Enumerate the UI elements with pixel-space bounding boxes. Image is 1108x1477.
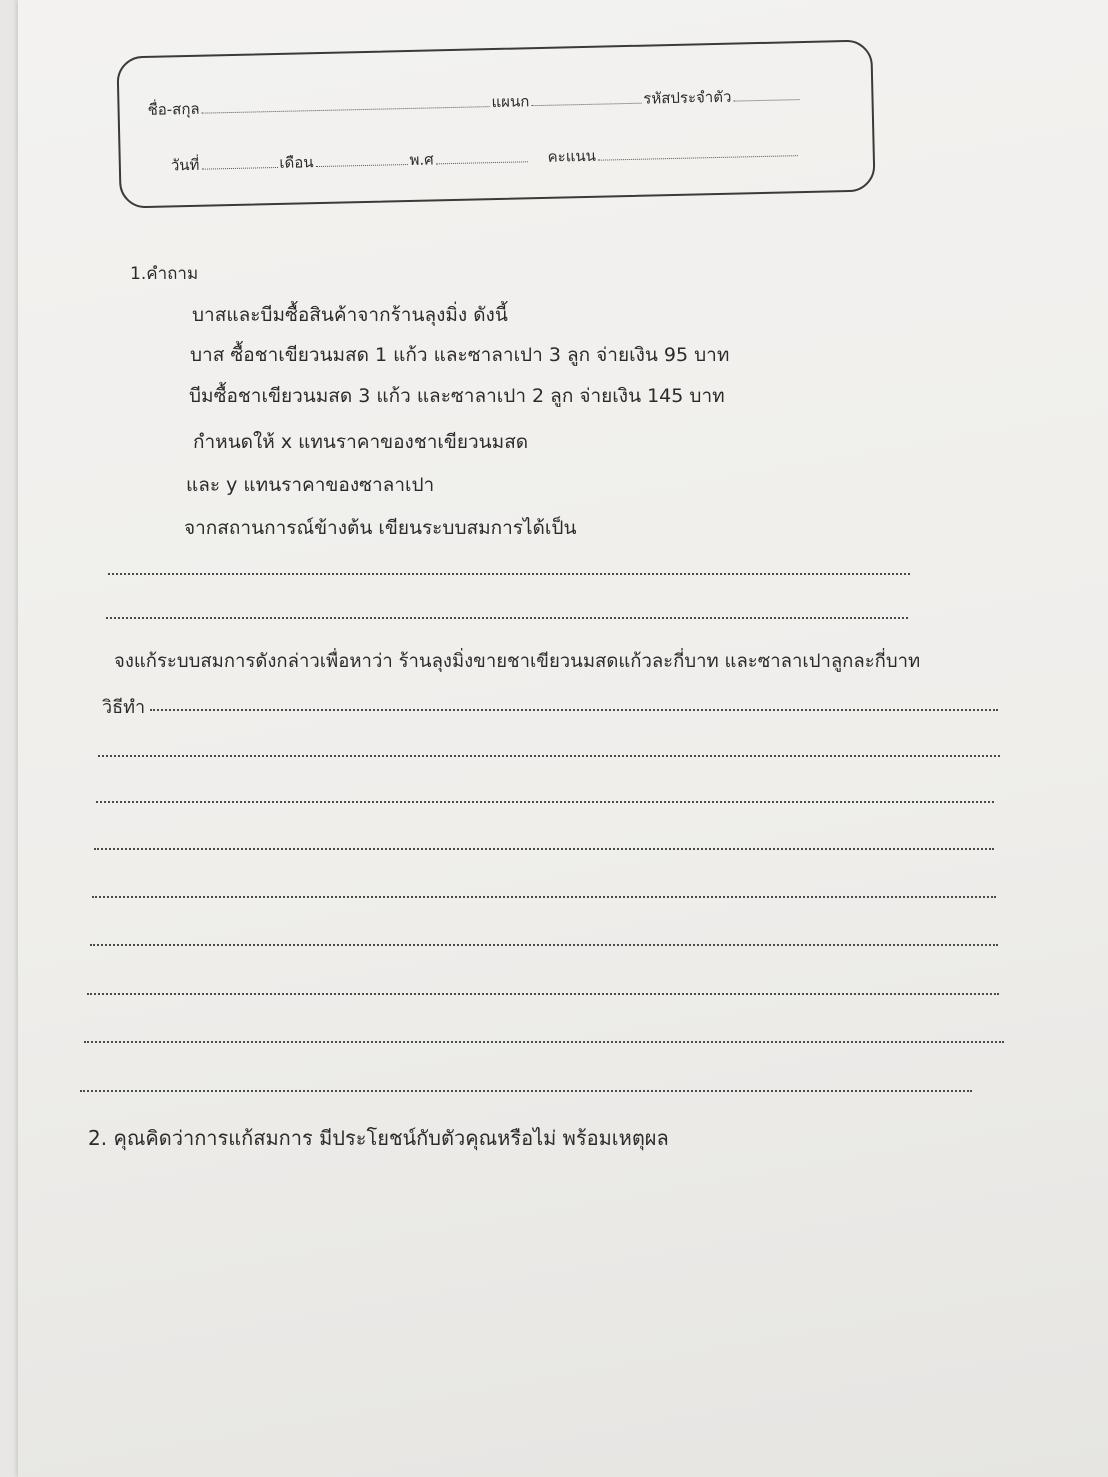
answer-line[interactable] — [92, 896, 996, 898]
answer-line[interactable] — [108, 573, 910, 575]
answer-line[interactable] — [106, 617, 908, 619]
answer-line[interactable] — [90, 944, 998, 946]
name-field[interactable] — [202, 105, 490, 114]
answer-line[interactable] — [98, 755, 1000, 757]
dept-field[interactable] — [531, 102, 641, 106]
method-label: วิธีทำ — [102, 697, 146, 718]
year-label: พ.ศ — [409, 150, 434, 169]
question1-line: บีมซื้อชาเขียวนมสด 3 แก้ว และซาลาเปา 2 ลูก จ่ายเงิน 145 บาท — [189, 385, 725, 407]
answer-line[interactable] — [150, 709, 998, 711]
worksheet-page — [18, 0, 1108, 1477]
score-label: คะแนน — [547, 146, 597, 166]
score-field[interactable] — [598, 154, 798, 161]
question1-line: บาสและบีมซื้อสินค้าจากร้านลุงมิ่ง ดังนี้ — [192, 304, 508, 326]
name-label: ชื่อ-สกุล — [147, 99, 200, 119]
question1-heading: 1.คำถาม — [130, 264, 199, 284]
answer-line[interactable] — [84, 1041, 1004, 1043]
id-field[interactable] — [733, 98, 799, 101]
student-info-box — [116, 39, 875, 208]
question1-line: และ y แทนราคาของซาลาเปา — [186, 474, 435, 496]
solve-prompt: จงแก้ระบบสมการดังกล่าวเพื่อหาว่า ร้านลุงมิ่งขายชาเขียวนมสดแก้วละกี่บาท และซาลาเปาลูกละกี่บาท — [114, 651, 921, 672]
year-field[interactable] — [436, 160, 528, 164]
answer-line[interactable] — [94, 848, 994, 850]
day-field[interactable] — [201, 166, 277, 170]
question1-line: จากสถานการณ์ข้างต้น เขียนระบบสมการได้เป็น — [184, 517, 577, 539]
name-row — [147, 83, 801, 122]
answer-line[interactable] — [80, 1090, 972, 1092]
question1-line: กำหนดให้ x แทนราคาของชาเขียวนมสด — [193, 431, 529, 453]
month-label: เดือน — [279, 153, 314, 172]
date-row — [171, 139, 801, 177]
question1-line: บาส ซื้อชาเขียวนมสด 1 แก้ว และซาลาเปา 3 ลูก จ่ายเงิน 95 บาท — [190, 344, 730, 366]
answer-line[interactable] — [96, 801, 994, 803]
question2-text: 2. คุณคิดว่าการแก้สมการ มีประโยชน์กับตัวคุณหรือไม่ พร้อมเหตุผล — [88, 1126, 669, 1150]
id-label: รหัสประจำตัว — [643, 87, 732, 108]
month-field[interactable] — [316, 163, 408, 167]
day-label: วันที่ — [170, 155, 200, 175]
dept-label: แผนก — [491, 92, 530, 112]
answer-line[interactable] — [87, 993, 999, 995]
